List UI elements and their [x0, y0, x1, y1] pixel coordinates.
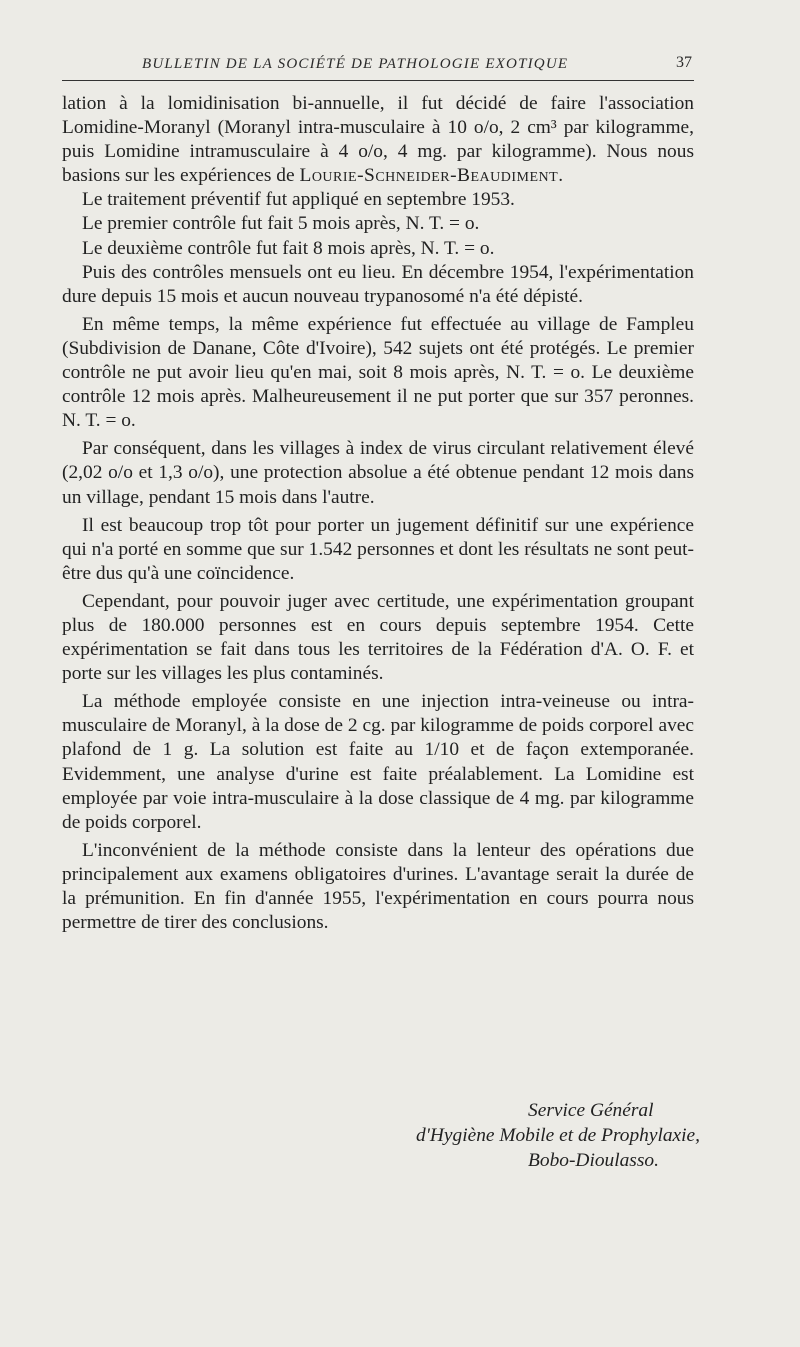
- signature-line-1: Service Général: [528, 1100, 654, 1121]
- paragraph-7: Par conséquent, dans les villages à index de virus circulant relativement élevé (2,02 o/o et 1,3 o/o), une protection absolue a été obtenue pendant 12 mois dans un village, pendant 15 mois dans l'autre.: [62, 438, 694, 508]
- paragraph-11: L'inconvénient de la méthode consiste dans la lenteur des opérations due principalement aux examens obligatoires d'urines. L'avantage serait la durée de la prémunition. En fin d'année 1955, l'expérimentation en cours pourra nous permettre de tirer des conclusions.: [62, 839, 694, 934]
- paragraph-5: Puis des contrôles mensuels ont eu lieu. En décembre 1954, l'expérimentation dure depuis 15 mois et aucun nouveau trypanosomé n'a été dépisté.: [62, 261, 694, 307]
- page-number: 37: [676, 54, 692, 71]
- signature-block: [416, 1098, 700, 1173]
- paragraph-1-text: lation à la lomidinisation bi-annuelle, il fut décidé de faire l'association Lomidine-Moranyl (Moranyl intra-musculaire à 10 o/o, 2 cm³ par kilogramme, puis Lomidine intramusculaire à 4 o/o, 4 mg. par kilogramme). Nous nous basions sur les expériences de: [62, 93, 694, 187]
- paragraph-1: [62, 92, 694, 188]
- paragraph-1-end: .: [558, 165, 564, 187]
- paragraph-8: Il est beaucoup trop tôt pour porter un jugement définitif sur une expérience qui n'a porté en somme que sur 1.542 personnes et dont les résultats ne sont peut-être dus qu'à une coïncidence.: [62, 514, 694, 584]
- paragraph-9: Cependant, pour pouvoir juger avec certitude, une expérimentation groupant plus de 180.000 personnes est en cours depuis septembre 1954. Cette expérimentation se fait dans tous les territoires de la Fédération d'A. O. F. et porte sur les villages les plus contaminés.: [62, 590, 694, 685]
- running-header: [62, 52, 694, 81]
- paragraph-3: Le premier contrôle fut fait 5 mois après, N. T. = o.: [82, 213, 480, 235]
- paragraph-2: Le traitement préventif fut appliqué en septembre 1953.: [82, 189, 515, 211]
- article-body: [62, 92, 694, 935]
- journal-title: BULLETIN DE LA SOCIÉTÉ DE PATHOLOGIE EXOTIQUE: [142, 56, 569, 72]
- paragraph-4: Le deuxième contrôle fut fait 8 mois après, N. T. = o.: [82, 237, 495, 259]
- signature-line-2: d'Hygiène Mobile et de Prophylaxie,: [416, 1125, 700, 1146]
- paragraph-6: En même temps, la même expérience fut effectuée au village de Fampleu (Subdivision de Danane, Côte d'Ivoire), 542 sujets ont été protégés. Le premier contrôle ne put avoir lieu qu'en mai, soit 8 mois après, N. T. = o. Le deuxième contrôle 12 mois après. Malheureusement il ne put porter que sur 357 peronnes. N. T. = o.: [62, 313, 694, 432]
- paragraph-10: La méthode employée consiste en une injection intra-veineuse ou intra-musculaire de Moranyl, à la dose de 2 cg. par kilogramme de poids corporel avec plafond de 1 g. La solution est faite au 1/10 et de façon extemporanée. Evidemment, une analyse d'urine est faite préalablement. La Lomidine est employée par voie intra-musculaire à la dose classique de 4 mg. par kilogramme de poids corporel.: [62, 691, 694, 833]
- signature-line-3: Bobo-Dioulasso.: [528, 1150, 659, 1171]
- author-citation: Lourie-Schneider-Beaudiment: [299, 165, 559, 187]
